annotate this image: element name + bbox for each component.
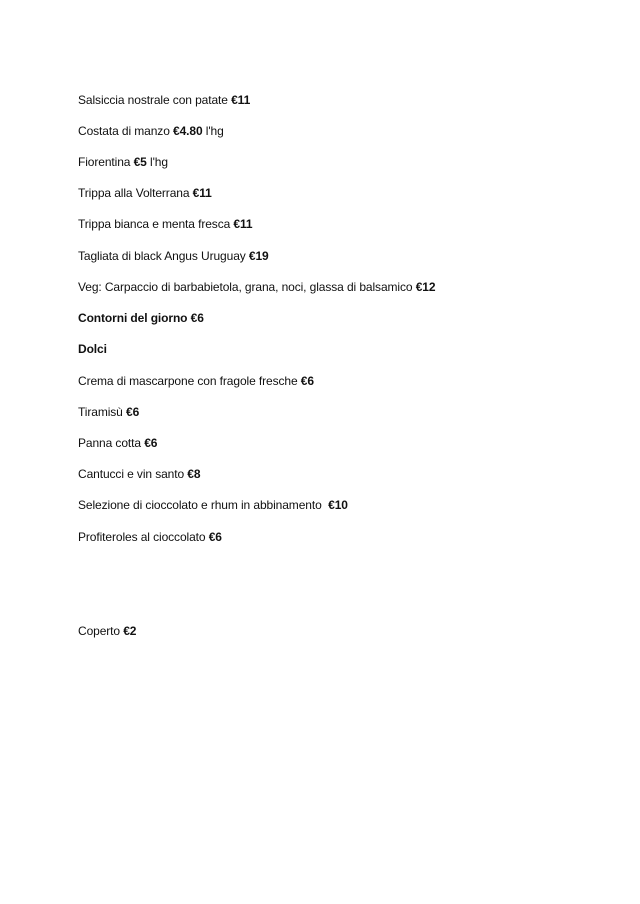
dessert-item (78, 374, 314, 388)
dolci-heading: Dolci (78, 342, 107, 356)
item-price: €11 (192, 186, 212, 200)
menu-item (78, 249, 269, 263)
item-name: Tagliata di black Angus Uruguay (78, 249, 249, 263)
dessert-item (78, 498, 348, 512)
item-name: Cantucci e vin santo (78, 467, 188, 481)
item-price: €11 (233, 217, 253, 231)
item-name: Coperto (78, 624, 124, 638)
menu-item (78, 280, 435, 294)
coperto-line (78, 624, 136, 638)
menu-item (78, 93, 250, 107)
item-price: €6 (208, 530, 222, 544)
item-price: €11 (231, 93, 251, 107)
item-price: €12 (415, 280, 436, 294)
dessert-item (78, 530, 222, 544)
item-price: €5 (133, 155, 147, 169)
item-price: €6 (300, 374, 314, 388)
contorni-line: Contorni del giorno €6 (78, 311, 204, 325)
item-name: Crema di mascarpone con fragole fresche (78, 374, 301, 388)
item-name: Costata di manzo (78, 124, 174, 138)
item-name: Tiramisù (78, 405, 126, 419)
dessert-item (78, 436, 157, 450)
item-name: Panna cotta (78, 436, 145, 450)
menu-item (78, 186, 212, 200)
item-suffix: l'hg (202, 124, 224, 138)
item-price: €2 (123, 624, 137, 638)
menu-item (78, 124, 224, 138)
item-price: €6 (144, 436, 158, 450)
menu-item (78, 217, 252, 231)
item-price: €4.80 (173, 124, 203, 138)
item-price: €19 (248, 249, 269, 263)
item-price: €10 (328, 498, 348, 512)
dessert-item (78, 405, 139, 419)
item-name: Veg: Carpaccio di barbabietola, grana, noci, glassa di balsamico (78, 280, 416, 294)
item-name: Trippa alla Volterrana (78, 186, 193, 200)
item-price: €6 (126, 405, 140, 419)
menu-item (78, 155, 168, 169)
item-price: €8 (187, 467, 201, 481)
item-suffix: l'hg (146, 155, 168, 169)
item-name: Fiorentina (78, 155, 134, 169)
item-name: Selezione di cioccolato e rhum in abbinamento (78, 498, 329, 512)
item-name: Salsiccia nostrale con patate (78, 93, 232, 107)
item-name: Trippa bianca e menta fresca (78, 217, 234, 231)
item-name: Profiteroles al cioccolato (78, 530, 209, 544)
dessert-item (78, 467, 200, 481)
